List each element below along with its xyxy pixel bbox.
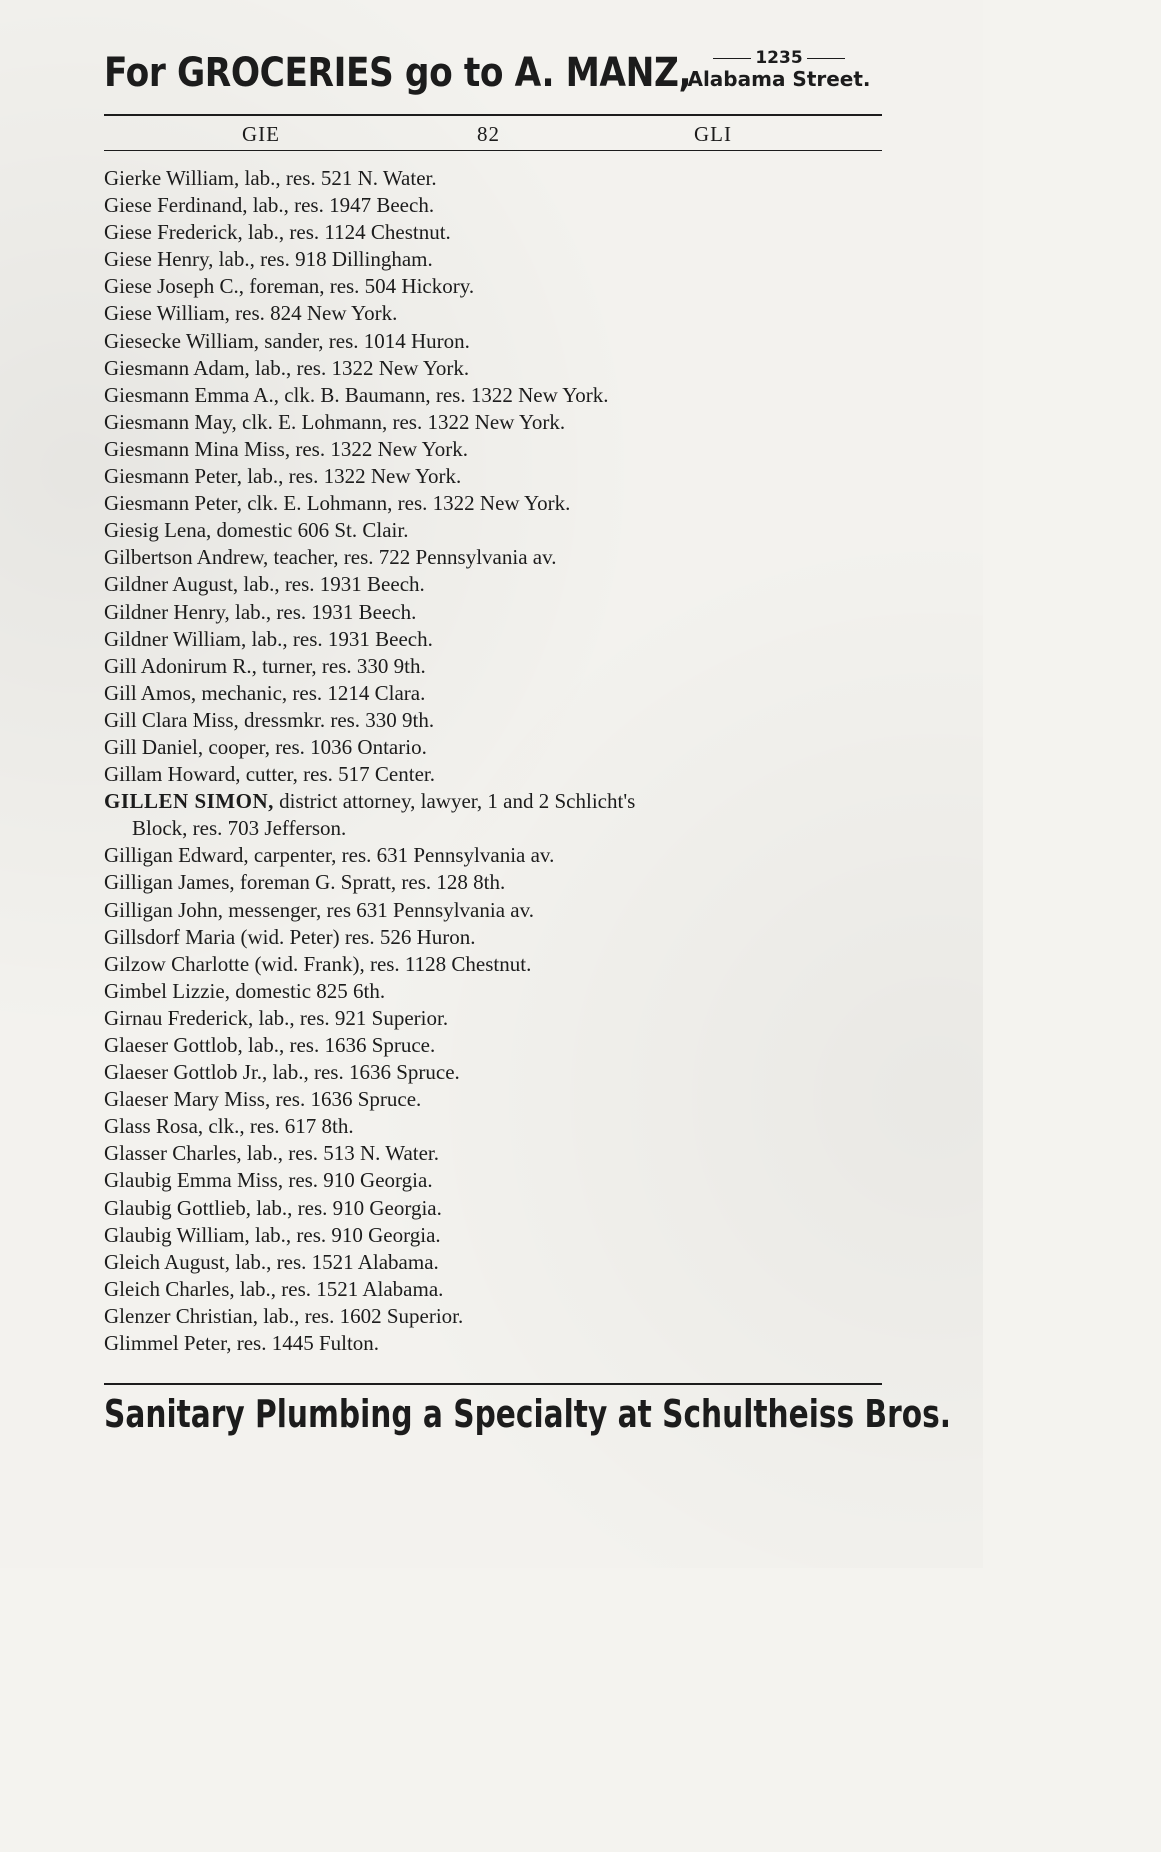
bleed-through-text-bottom <box>70 1425 87 1495</box>
directory-entry: Giese Joseph C., foreman, res. 504 Hickory. <box>104 274 475 299</box>
directory-entry: Gill Adonirum R., turner, res. 330 9th. <box>104 653 426 678</box>
directory-entry: Giese Frederick, lab., res. 1124 Chestnut. <box>104 220 451 245</box>
top-ad-text: For GROCERIES go to A. MANZ, <box>104 50 692 96</box>
directory-entry: Gildner August, lab., res. 1931 Beech. <box>104 572 425 597</box>
directory-entry: Giesmann Emma A., clk. B. Baumann, res. 1322 New York. <box>104 382 609 407</box>
running-head <box>104 118 882 150</box>
featured-entry-name: GILLEN SIMON, <box>104 789 274 814</box>
directory-entry: Gimbel Lizzie, domestic 825 6th. <box>104 978 386 1003</box>
directory-entries <box>104 165 894 1357</box>
directory-entry: Gilligan James, foreman G. Spratt, res. 128 8th. <box>104 870 506 895</box>
directory-entry: Glenzer Christian, lab., res. 1602 Superior. <box>104 1303 464 1328</box>
featured-entry-details: district attorney, lawyer, 1 and 2 Schlicht's <box>273 789 636 814</box>
directory-entry: Giesmann Adam, lab., res. 1322 New York. <box>104 355 470 380</box>
guide-word-right: GLI <box>694 122 732 146</box>
page-number: 82 <box>477 122 500 146</box>
directory-entry: Glaubig William, lab., res. 910 Georgia. <box>104 1222 441 1247</box>
directory-entry: Giesmann Mina Miss, res. 1322 New York. <box>104 436 468 461</box>
directory-entry: Giese Ferdinand, lab., res. 1947 Beech. <box>104 193 435 218</box>
directory-entry: Giese William, res. 824 New York. <box>104 301 398 326</box>
directory-entry: Gilzow Charlotte (wid. Frank), res. 1128 Chestnut. <box>104 951 532 976</box>
top-advertisement <box>104 48 884 104</box>
directory-entry: Giesig Lena, domestic 606 St. Clair. <box>104 518 409 543</box>
directory-entry: Gildner William, lab., res. 1931 Beech. <box>104 626 433 651</box>
directory-entry: Gleich Charles, lab., res. 1521 Alabama. <box>104 1276 444 1301</box>
directory-entry: Giesmann May, clk. E. Lohmann, res. 1322 New York. <box>104 409 566 434</box>
directory-entry: Girnau Frederick, lab., res. 921 Superior. <box>104 1005 449 1030</box>
directory-entry: Giesmann Peter, clk. E. Lohmann, res. 1322 New York. <box>104 491 571 516</box>
directory-entry: Gilligan John, messenger, res 631 Pennsylvania av. <box>104 897 534 922</box>
directory-entry: Gill Clara Miss, dressmkr. res. 330 9th. <box>104 707 435 732</box>
directory-entry: Gierke William, lab., res. 521 N. Water. <box>104 166 437 190</box>
directory-entry: Gill Amos, mechanic, res. 1214 Clara. <box>104 680 426 705</box>
footer-rule <box>104 1383 882 1385</box>
directory-entry: Glaeser Gottlob Jr., lab., res. 1636 Spruce. <box>104 1060 460 1085</box>
directory-entry: Glaeser Mary Miss, res. 1636 Spruce. <box>104 1087 422 1112</box>
guide-word-left: GIE <box>242 122 280 146</box>
top-ad-street-number: 1235 <box>674 48 884 68</box>
directory-entry: Glass Rosa, clk., res. 617 8th. <box>104 1114 354 1139</box>
directory-entry: Gillam Howard, cutter, res. 517 Center. <box>104 762 435 787</box>
directory-entry: Glimmel Peter, res. 1445 Fulton. <box>104 1331 380 1356</box>
featured-entry-continuation: Block, res. 703 Jefferson. <box>132 816 347 841</box>
directory-entry: Gilligan Edward, carpenter, res. 631 Pennsylvania av. <box>104 843 555 868</box>
directory-entry: Gillsdorf Maria (wid. Peter) res. 526 Huron. <box>104 924 476 949</box>
directory-entry: Gilbertson Andrew, teacher, res. 722 Pennsylvania av. <box>104 545 557 570</box>
directory-entry: Giesecke William, sander, res. 1014 Huron. <box>104 328 470 353</box>
directory-entry: Gill Daniel, cooper, res. 1036 Ontario. <box>104 734 427 759</box>
top-ad-address <box>674 48 884 91</box>
bottom-advertisement: Sanitary Plumbing a Specialty at Schultheiss Bros. <box>104 1392 951 1436</box>
directory-entry: Giese Henry, lab., res. 918 Dillingham. <box>104 247 433 272</box>
directory-entry: Glaubig Emma Miss, res. 910 Georgia. <box>104 1168 433 1193</box>
header-rule-bottom <box>104 150 882 151</box>
directory-entry: Glasser Charles, lab., res. 513 N. Water. <box>104 1141 440 1166</box>
directory-entry: Giesmann Peter, lab., res. 1322 New York. <box>104 464 462 489</box>
header-rule-top <box>104 114 882 116</box>
top-ad-street-name: Alabama Street. <box>687 67 871 91</box>
directory-entry: Glaubig Gottlieb, lab., res. 910 Georgia. <box>104 1195 442 1220</box>
directory-entry-featured <box>104 788 894 815</box>
directory-entry: Glaeser Gottlob, lab., res. 1636 Spruce. <box>104 1033 436 1057</box>
directory-entry: Gleich August, lab., res. 1521 Alabama. <box>104 1249 439 1274</box>
directory-entry: Gildner Henry, lab., res. 1931 Beech. <box>104 599 417 624</box>
